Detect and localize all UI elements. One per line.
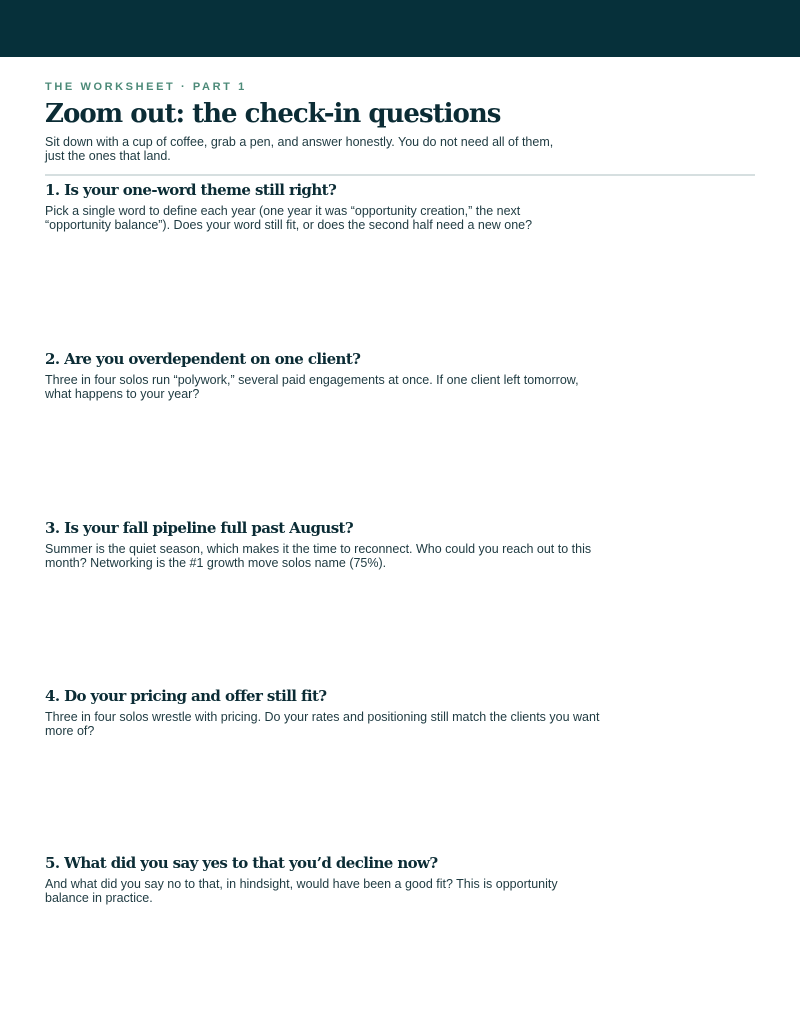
question-heading: 2. Are you overdependent on one client? — [45, 350, 361, 368]
divider — [45, 174, 755, 176]
worksheet-content — [45, 80, 755, 905]
section-eyebrow: THE WORKSHEET · PART 1 — [45, 81, 247, 93]
intro-text: Sit down with a cup of coffee, grab a pen, and answer honestly. You do not need all of them, just the ones that land. — [45, 135, 554, 163]
question-body: Summer is the quiet season, which makes it the time to reconnect. Who could you reach out to this month? Networking is the #1 growth move solos name (75%). — [45, 542, 592, 570]
question-2 — [45, 349, 645, 401]
header-band — [0, 0, 800, 57]
question-body: And what did you say no to that, in hindsight, would have been a good fit? This is opportunity balance in practice. — [45, 877, 558, 905]
question-1 — [45, 180, 645, 232]
question-heading: 3. Is your fall pipeline full past August? — [45, 519, 354, 537]
question-5 — [45, 853, 645, 905]
question-heading: 1. Is your one-word theme still right? — [45, 181, 337, 199]
question-3 — [45, 518, 645, 570]
question-body: Three in four solos run “polywork,” several paid engagements at once. If one client left tomorrow, what happens to your year? — [45, 373, 579, 401]
page-title: Zoom out: the check-in questions — [45, 99, 501, 129]
question-body: Pick a single word to define each year (one year it was “opportunity creation,” the next “opportunity balance”). Does your word still fit, or does the second half need a new one? — [45, 204, 533, 232]
question-4 — [45, 686, 645, 738]
question-heading: 4. Do your pricing and offer still fit? — [45, 687, 327, 705]
question-body: Three in four solos wrestle with pricing. Do your rates and positioning still match the clients you want more of? — [45, 710, 600, 738]
question-heading: 5. What did you say yes to that you’d decline now? — [45, 854, 438, 872]
